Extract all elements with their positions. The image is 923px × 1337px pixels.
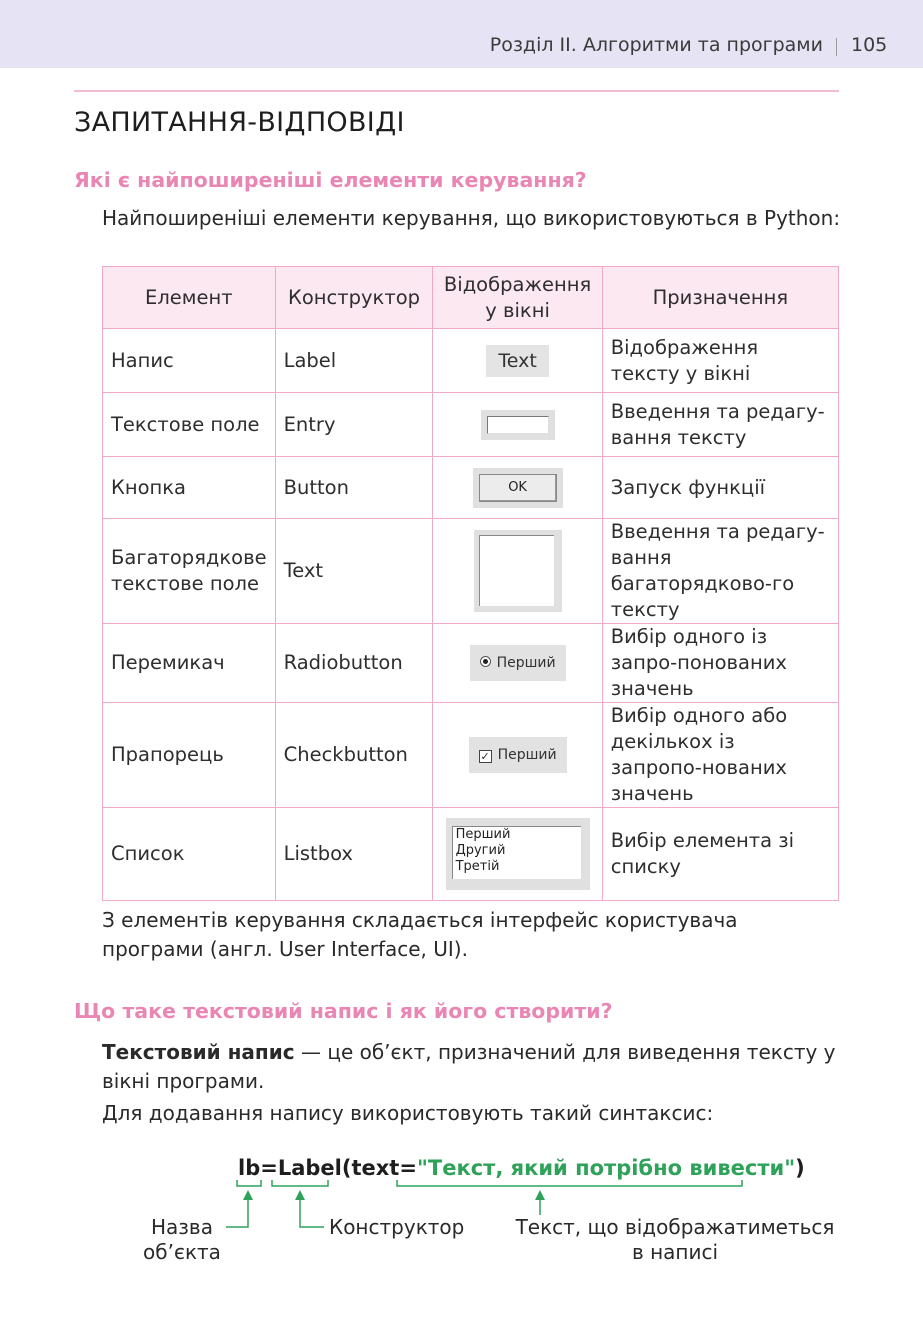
constructor-cell: Entry xyxy=(275,393,433,457)
purpose-cell: Вибір одного або декількох із запропо-нованих значень xyxy=(602,703,838,808)
page-title: ЗАПИТАННЯ-ВІДПОВІДІ xyxy=(74,107,405,138)
purpose-cell: Вибір одного із запро-понованих значень xyxy=(602,624,838,703)
code-object-name: lb xyxy=(238,1156,261,1180)
question-1-intro: Найпоширеніші елементи керування, що використовуються в Python: xyxy=(102,206,841,230)
syntax-intro: Для додавання напису використовують такий синтаксис: xyxy=(102,1101,714,1125)
page-number: 105 xyxy=(851,34,888,56)
checkbutton-widget-sample: ✓ Перший xyxy=(469,737,567,773)
element-cell: Багаторядкове текстове поле xyxy=(103,519,276,624)
code-constructor: Label xyxy=(277,1156,342,1180)
annotation-object-name: Назва об’єкта xyxy=(143,1215,221,1264)
column-header: Елемент xyxy=(103,267,276,329)
element-cell: Список xyxy=(103,808,276,901)
definition-term: Текстовий напис xyxy=(102,1040,295,1064)
radiobutton-widget-sample: Перший xyxy=(470,645,566,681)
annotation-constructor: Конструктор xyxy=(329,1215,465,1239)
annotation-text: Текст, що відображатиметься в написі xyxy=(515,1215,835,1264)
element-cell: Кнопка xyxy=(103,457,276,519)
constructor-cell: Listbox xyxy=(275,808,433,901)
constructor-cell: Text xyxy=(275,519,433,624)
element-cell: Напис xyxy=(103,329,276,393)
column-header: Призначення xyxy=(602,267,838,329)
constructor-cell: Button xyxy=(275,457,433,519)
checkmark-icon: ✓ xyxy=(480,750,490,763)
listbox-item: Другий xyxy=(455,843,506,858)
purpose-cell: Вибір елемента зі списку xyxy=(602,808,838,901)
code-string: "Текст, який потрібно вивести" xyxy=(416,1156,796,1180)
constructor-cell: Label xyxy=(275,329,433,393)
element-cell: Перемикач xyxy=(103,624,276,703)
purpose-cell: Запуск функції xyxy=(602,457,838,519)
listbox-item: Третій xyxy=(455,859,500,874)
element-cell: Прапорець xyxy=(103,703,276,808)
definition-text: — це об’єкт, призначений для виведення тексту у вікні програми. xyxy=(102,1040,836,1093)
question-2-heading: Що таке текстовий напис і як його створити? xyxy=(74,999,613,1023)
column-header: Відображення у вікні xyxy=(433,267,602,329)
label-widget-sample: Text xyxy=(486,345,548,377)
syntax-code: lb=Label(text="Текст, який потрібно вивести") xyxy=(238,1156,805,1180)
after-table-paragraph: З елементів керування складається інтерфейс користувача програми (англ. User Interface, UI). xyxy=(102,908,738,961)
purpose-cell: Введення та редагу-вання тексту xyxy=(602,393,838,457)
question-1-heading: Які є найпоширеніші елементи керування? xyxy=(74,168,587,192)
button-widget-sample: OK xyxy=(473,468,563,508)
element-cell: Текстове поле xyxy=(103,393,276,457)
listbox-item: Перший xyxy=(455,827,511,842)
constructor-cell: Checkbutton xyxy=(275,703,433,808)
purpose-cell: Введення та редагу-вання багаторядково-го тексту xyxy=(602,519,838,624)
constructor-cell: Radiobutton xyxy=(275,624,433,703)
section-title: Розділ ІІ. Алгоритми та програми xyxy=(489,34,823,56)
column-header: Конструктор xyxy=(275,267,433,329)
purpose-cell: Відображення тексту у вікні xyxy=(602,329,838,393)
